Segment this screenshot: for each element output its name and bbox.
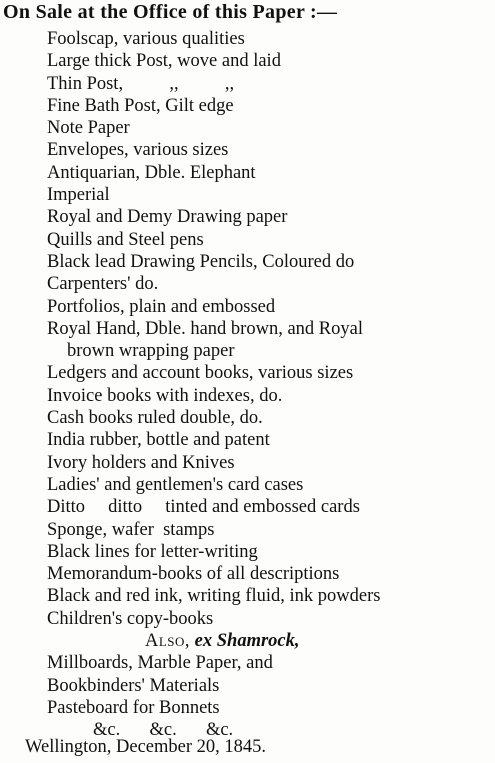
item-list — [47, 28, 495, 742]
list-item: Fine Bath Post, Gilt edge — [47, 95, 234, 116]
list-item: Foolscap, various qualities — [47, 29, 245, 49]
dateline: Wellington, December 20, 1845. — [25, 737, 267, 757]
list-item: Carpenters' do. — [47, 274, 159, 295]
advertisement-heading: On Sale at the Office of this Paper :— — [3, 1, 338, 23]
list-item: Ivory holders and Knives — [47, 452, 235, 473]
list-item: Millboards, Marble Paper, and — [47, 653, 273, 674]
list-item: Ditto ditto tinted and embossed cards — [47, 497, 360, 518]
list-item: Royal Hand, Dble. hand brown, and Royal — [47, 318, 363, 339]
list-item: India rubber, bottle and patent — [47, 430, 270, 451]
list-item: Black lead Drawing Pencils, Coloured do — [47, 251, 355, 272]
list-item: Black and red ink, writing fluid, ink powders — [47, 586, 381, 607]
list-item: Bookbinders' Materials — [47, 675, 220, 696]
also-prefix: Also, — [145, 631, 191, 652]
list-item-continuation: brown wrapping paper — [67, 341, 235, 362]
list-item: Ledgers and account books, various sizes — [47, 363, 354, 384]
list-item: Envelopes, various sizes — [47, 140, 229, 161]
ship-name: ex Shamrock, — [194, 631, 300, 652]
list-item: Quills and Steel pens — [47, 229, 204, 250]
list-item: Antiquarian, Dble. Elephant — [47, 162, 256, 183]
list-item: Children's copy-books — [47, 608, 214, 629]
etcetera-line: &c. &c. &c. — [93, 720, 234, 741]
list-item: Black lines for letter-writing — [47, 541, 258, 562]
list-item: Sponge, wafer stamps — [47, 519, 215, 540]
list-item: Royal and Demy Drawing paper — [47, 207, 288, 228]
list-item: Ladies' and gentlemen's card cases — [47, 474, 304, 495]
list-item: Invoice books with indexes, do. — [47, 385, 283, 406]
list-item: Cash books ruled double, do. — [47, 408, 263, 429]
list-item: Large thick Post, wove and laid — [47, 51, 281, 72]
also-line — [47, 630, 495, 652]
list-item: Thin Post, ,, ,, — [47, 73, 235, 94]
list-item: Pasteboard for Bonnets — [47, 697, 220, 718]
list-item: Imperial — [47, 185, 110, 206]
list-item: Note Paper — [47, 118, 130, 139]
list-item: Memorandum-books of all descriptions — [47, 564, 340, 585]
list-item: Portfolios, plain and embossed — [47, 296, 276, 317]
